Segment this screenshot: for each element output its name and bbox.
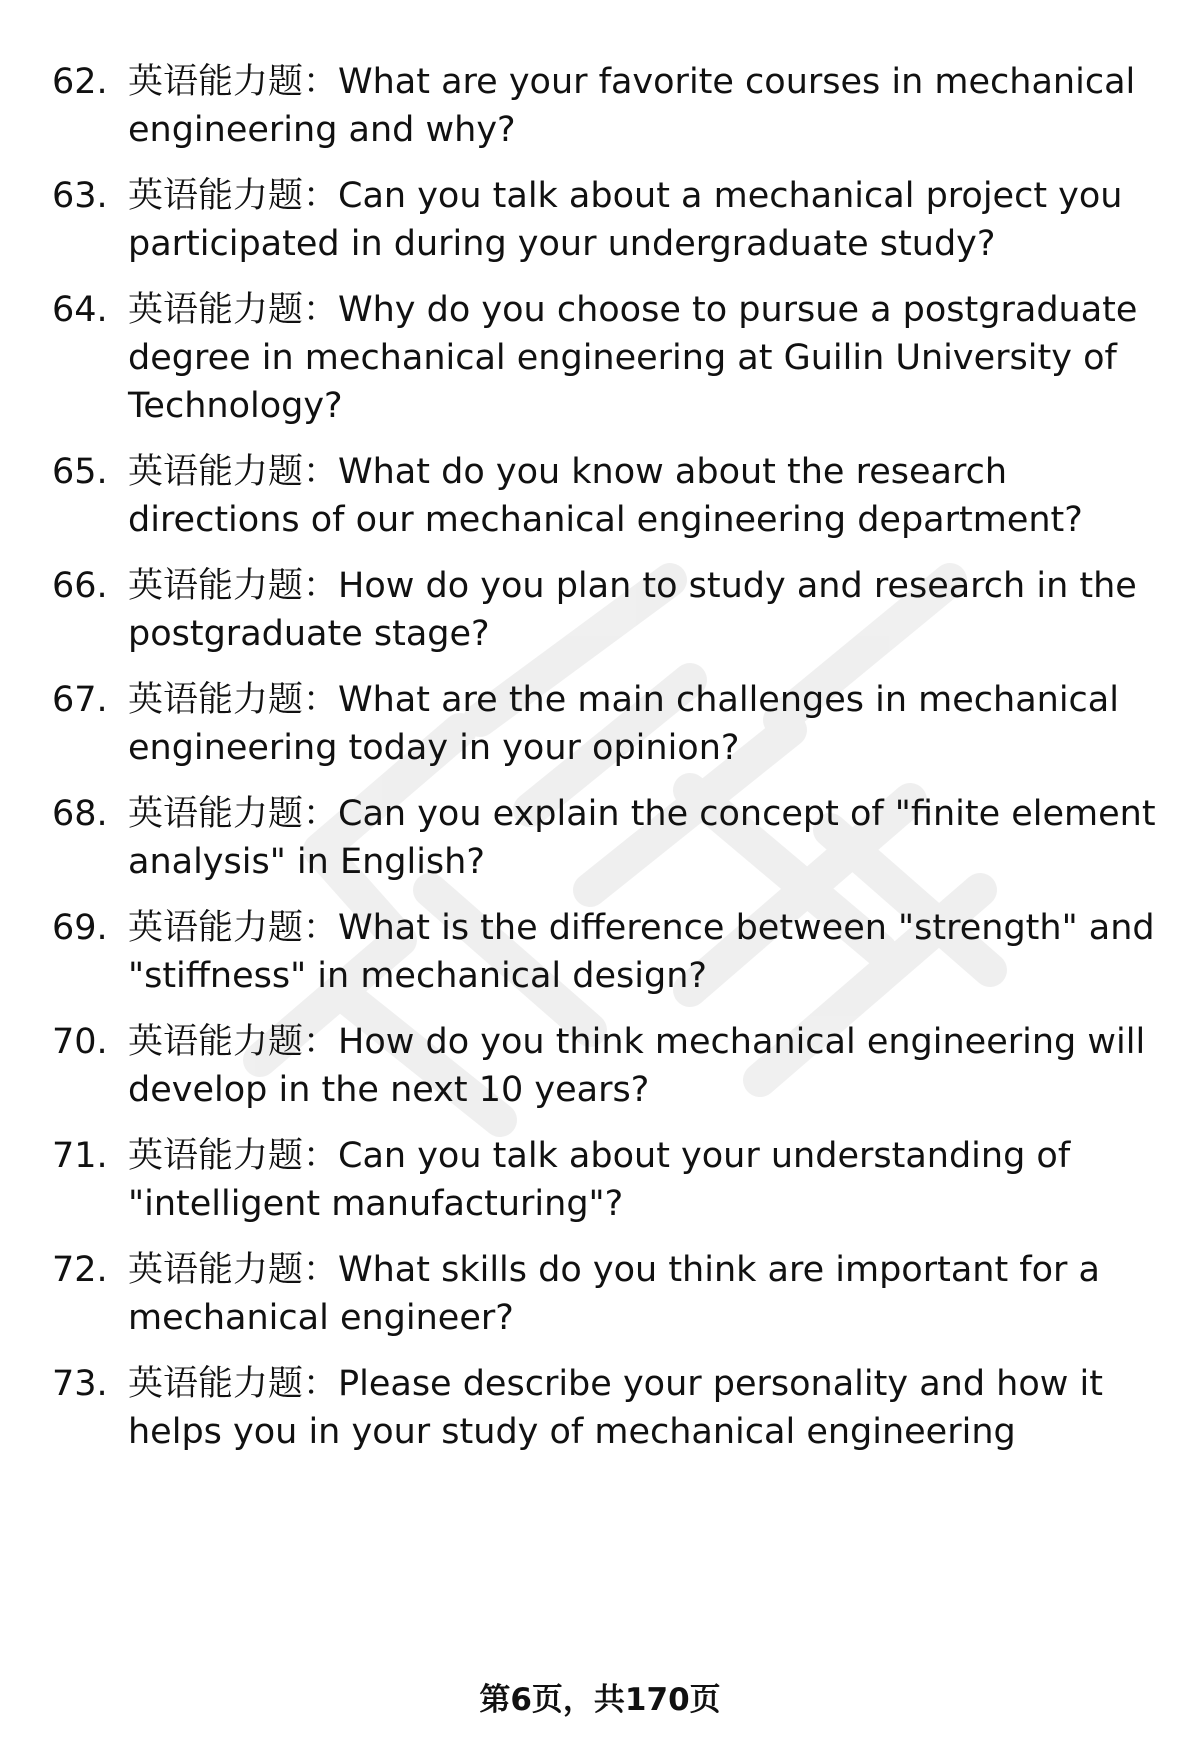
question-text: Can you explain the concept of "finite element analysis" in English? [128,794,1156,882]
question-item [52,1360,1162,1456]
question-item [52,1132,1162,1228]
question-text: What do you know about the research directions of our mechanical engineering department? [128,452,1083,540]
question-body [128,562,1162,658]
question-text: What skills do you think are important for a mechanical engineer? [128,1250,1101,1338]
question-item [52,286,1162,430]
question-body [128,1018,1162,1114]
question-number: 68. [52,794,108,834]
question-category: 英语能力题： [128,1022,339,1062]
question-number: 70. [52,1022,108,1062]
question-body [128,58,1162,154]
question-category: 英语能力题： [128,680,339,720]
question-category: 英语能力题： [128,176,339,216]
question-text: Why do you choose to pursue a postgraduate degree in mechanical engineering at Guilin University of Technology? [128,290,1138,426]
question-body [128,172,1162,268]
question-number: 62. [52,62,108,102]
question-text: Please describe your personality and how it helps you in your study of mechanical engineering [128,1364,1103,1452]
question-category: 英语能力题： [128,794,339,834]
question-number: 72. [52,1250,108,1290]
question-number: 67. [52,680,108,720]
question-text: What are the main challenges in mechanical engineering today in your opinion? [128,680,1119,768]
question-category: 英语能力题： [128,1250,339,1290]
question-text: What are your favorite courses in mechanical engineering and why? [128,62,1136,150]
question-number: 69. [52,908,108,948]
question-number: 71. [52,1136,108,1176]
question-text: How do you plan to study and research in the postgraduate stage? [128,566,1137,654]
question-item [52,448,1162,544]
question-item [52,1018,1162,1114]
question-text: What is the difference between "strength" and "stiffness" in mechanical design? [128,908,1155,996]
question-item [52,58,1162,154]
question-text: How do you think mechanical engineering will develop in the next 10 years? [128,1022,1146,1110]
question-text: Can you talk about a mechanical project you participated in during your undergraduate study? [128,176,1123,264]
question-category: 英语能力题： [128,62,339,102]
page-footer: 第6页，共170页 [479,1682,721,1718]
question-category: 英语能力题： [128,452,339,492]
question-body [128,1132,1162,1228]
question-item [52,562,1162,658]
question-item [52,904,1162,1000]
question-number: 66. [52,566,108,606]
question-item [52,1246,1162,1342]
question-body [128,448,1162,544]
question-body [128,286,1162,430]
question-body [128,904,1162,1000]
question-number: 63. [52,176,108,216]
question-category: 英语能力题： [128,1364,339,1404]
question-text: Can you talk about your understanding of "intelligent manufacturing"? [128,1136,1071,1224]
question-category: 英语能力题： [128,566,339,606]
question-category: 英语能力题： [128,1136,339,1176]
question-body [128,790,1162,886]
question-body [128,676,1162,772]
question-body [128,1360,1162,1456]
question-category: 英语能力题： [128,908,339,948]
question-body [128,1246,1162,1342]
question-category: 英语能力题： [128,290,339,330]
question-item [52,172,1162,268]
question-number: 65. [52,452,108,492]
question-item [52,790,1162,886]
question-number: 64. [52,290,108,330]
question-number: 73. [52,1364,108,1404]
question-item [52,676,1162,772]
